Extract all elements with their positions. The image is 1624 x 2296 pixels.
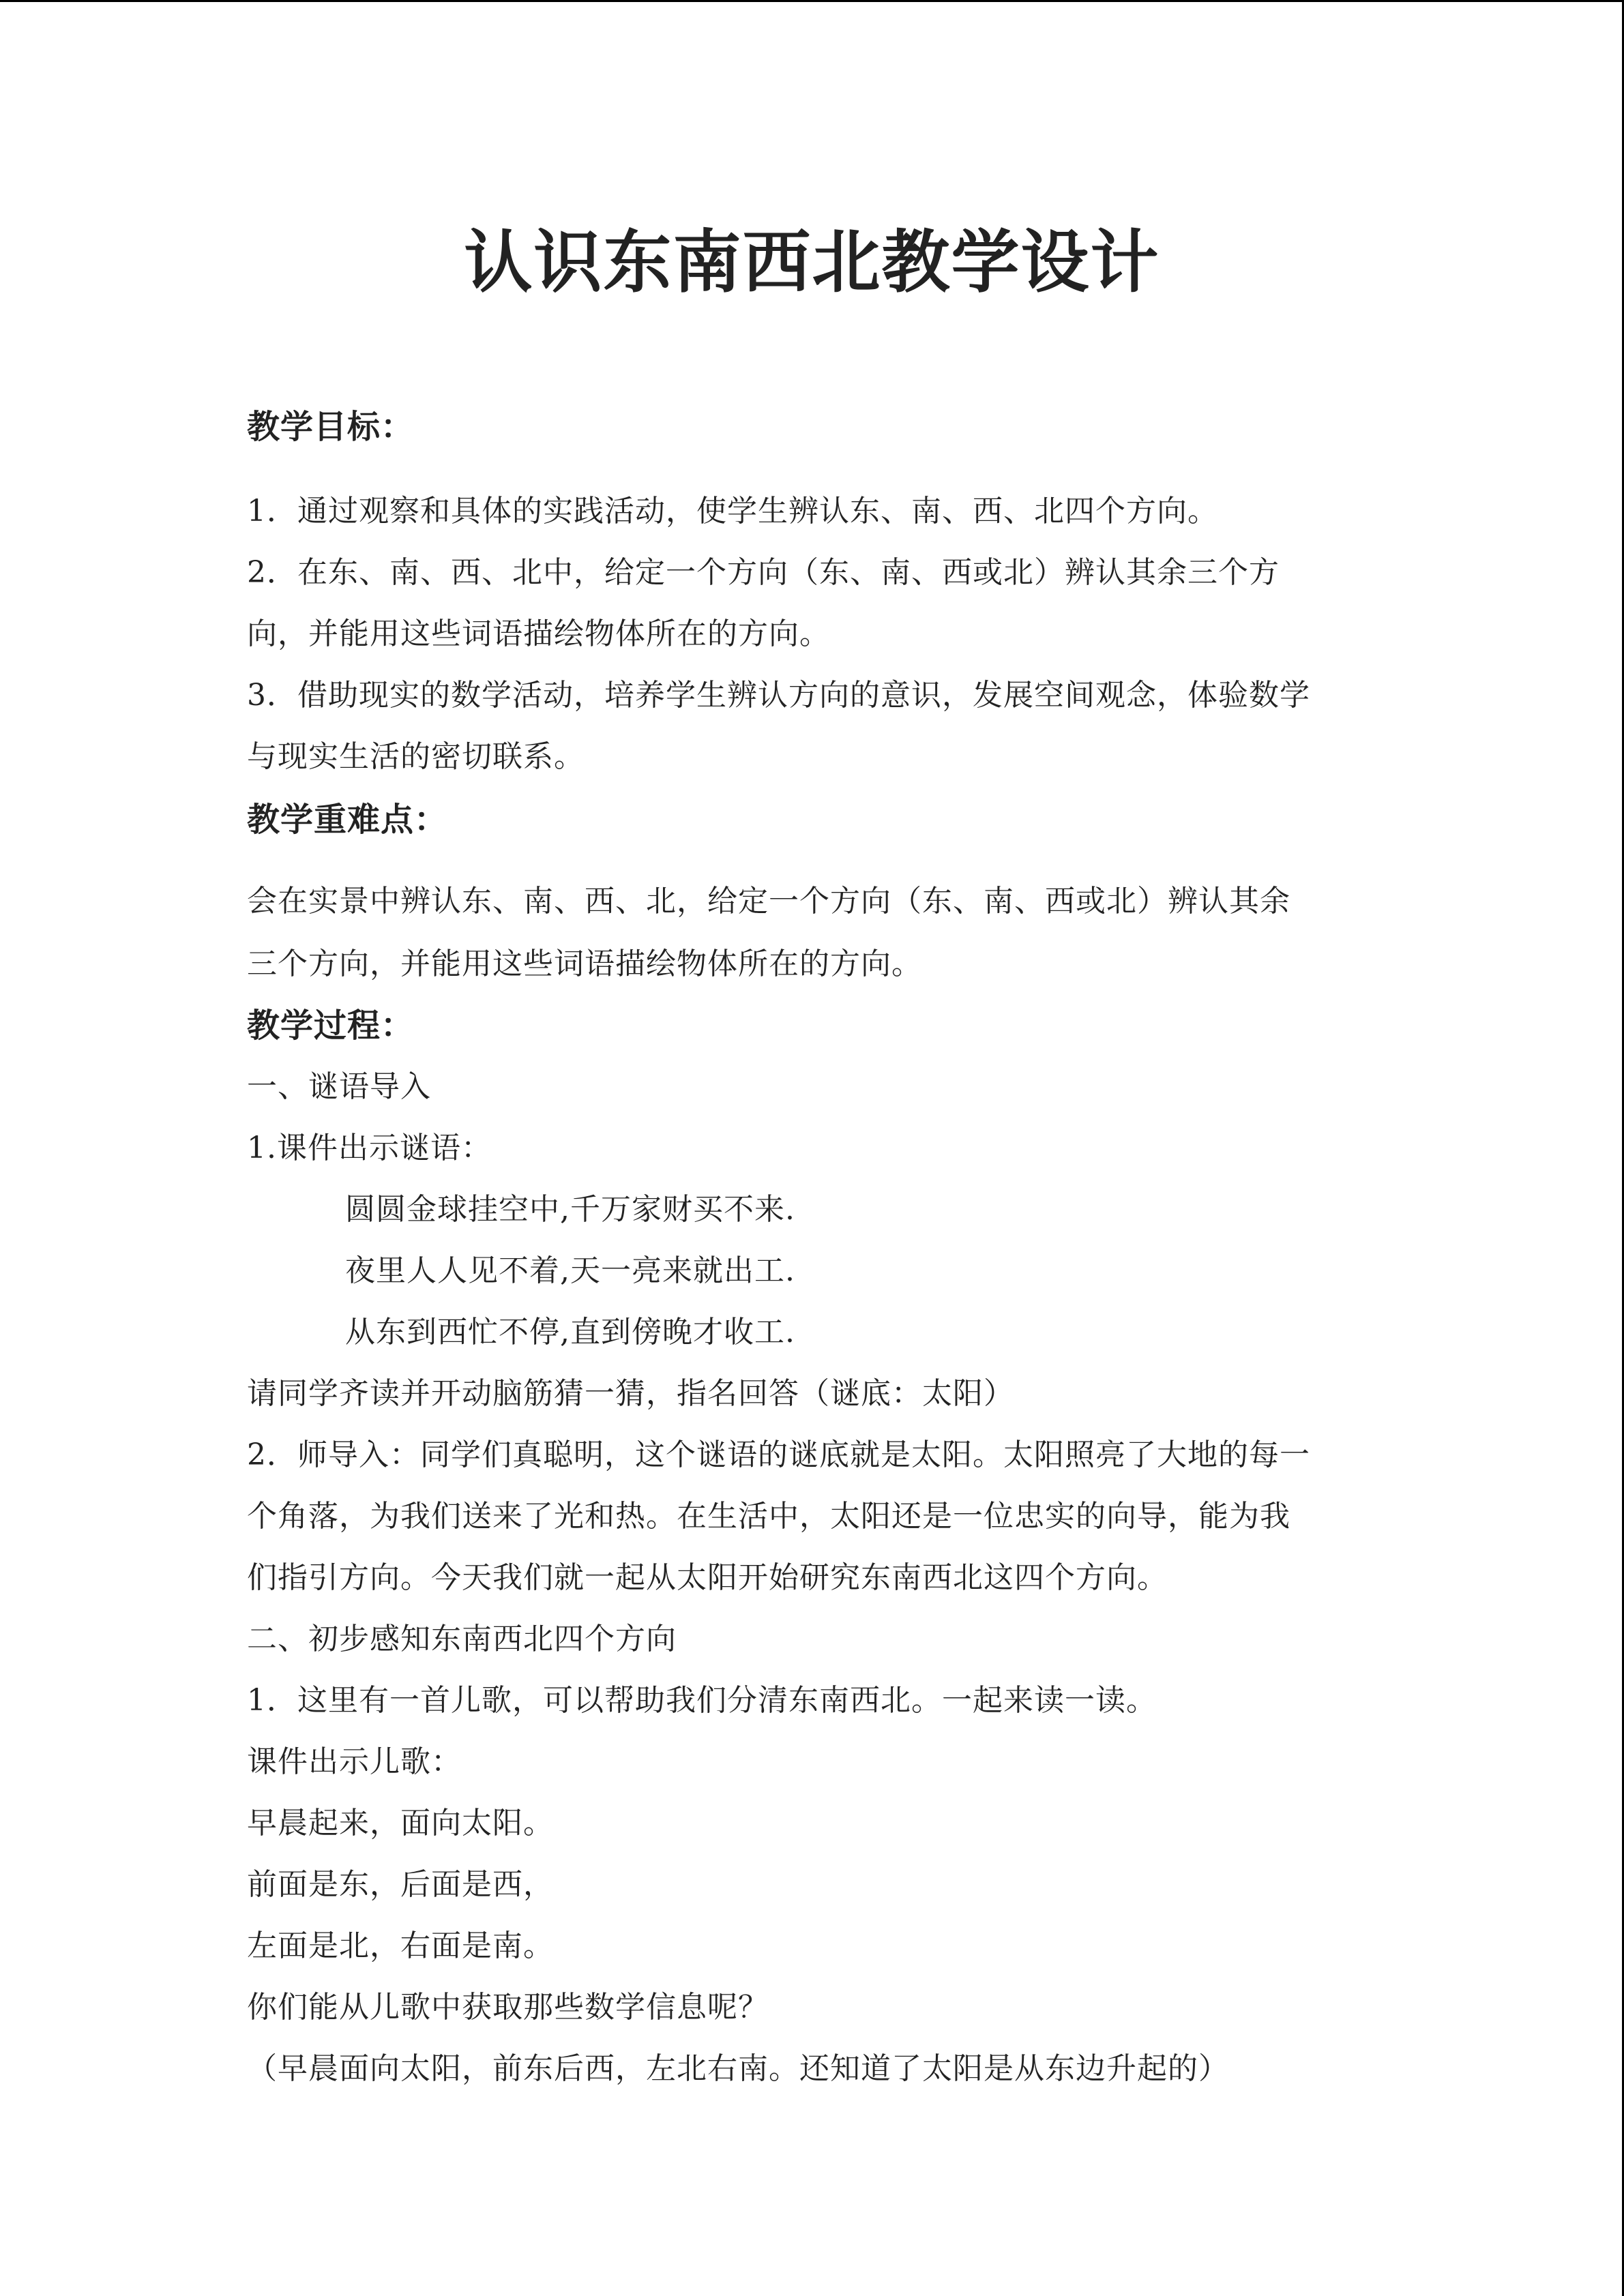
goals-heading: 教学目标： [247,408,415,446]
intro-line-2: 个角落，为我们送来了光和热。在生活中，太阳还是一位忠实的向导，能为我 [247,1499,1290,1534]
song-label: 课件出示儿歌： [247,1744,462,1779]
song-answer: （早晨面向太阳，前东后西，左北右南。还知道了太阳是从东边升起的） [247,2051,1229,2086]
song-question: 你们能从儿歌中获取那些数学信息呢？ [247,1990,769,2025]
goals-line-2: 2．在东、南、西、北中，给定一个方向（东、南、西或北）辨认其余三个方 [247,555,1280,590]
key-points-heading: 教学重难点： [247,801,448,839]
riddle-intro: 1.课件出示谜语： [247,1131,492,1165]
goals-line-4: 3．借助现实的数学活动，培养学生辨认方向的意识，发展空间观念，体验数学 [247,678,1310,713]
song-intro: 1．这里有一首儿歌，可以帮助我们分清东南西北。一起来读一读。 [247,1683,1157,1718]
goals-line-5: 与现实生活的密切联系。 [247,739,585,774]
intro-line-3: 们指引方向。今天我们就一起从太阳开始研究东南西北这四个方向。 [247,1560,1168,1595]
section-1-title: 一、谜语导入 [247,1069,431,1104]
goals-line-1: 1．通过观察和具体的实践活动，使学生辨认东、南、西、北四个方向。 [247,494,1218,528]
song-line-2: 前面是东，后面是西， [247,1867,554,1902]
riddle-line-1: 圆圆金球挂空中,千万家财买不来. [345,1192,795,1227]
riddle-line-3: 从东到西忙不停,直到傍晚才收工. [345,1315,795,1350]
document-title: 认识东南西北教学设计 [464,222,1160,302]
song-line-1: 早晨起来，面向太阳。 [247,1806,554,1840]
riddle-line-2: 夜里人人见不着,天一亮来就出工. [345,1253,795,1288]
riddle-guess: 请同学齐读并开动脑筋猜一猜，指名回答（谜底：太阳） [247,1376,1014,1411]
key-points-line-1: 会在实景中辨认东、南、西、北，给定一个方向（东、南、西或北）辨认其余 [247,884,1290,919]
song-line-3: 左面是北，右面是南。 [247,1928,554,1963]
section-2-title: 二、初步感知东南西北四个方向 [247,1622,677,1656]
key-points-line-2: 三个方向，并能用这些词语描绘物体所在的方向。 [247,946,922,981]
process-heading: 教学过程： [247,1007,415,1045]
goals-line-3: 向，并能用这些词语描绘物体所在的方向。 [247,616,830,651]
intro-line-1: 2．师导入：同学们真聪明，这个谜语的谜底就是太阳。太阳照亮了大地的每一 [247,1437,1310,1472]
